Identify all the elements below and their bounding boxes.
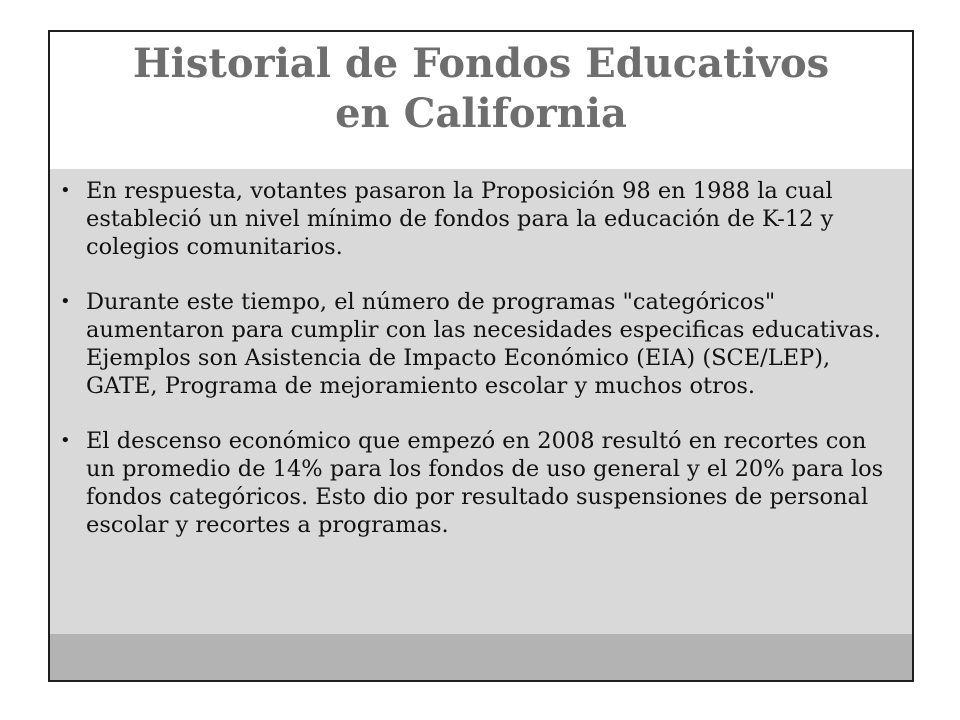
bullet-dot-icon: • (60, 430, 71, 451)
slide-title: Historial de Fondos Educativos en California (132, 40, 830, 137)
bullet-item (60, 288, 900, 400)
bullet-text: En respuesta, votantes pasaron la Proposición 98 en 1988 la cual estableció un nivel mínimo de fondos para la educación de K-12 y colegios comunitarios. (86, 178, 834, 260)
bullet-list (60, 177, 900, 566)
bullet-text: Durante este tiempo, el número de programas "categóricos" aumentaron para cumplir con las necesidades especificas educativas. Ejemplos son Asistencia de Impacto Económico (EIA) (SCE/LEP), GATE, Programa de mejoramiento escolar y muchos otros. (86, 289, 881, 399)
bullet-text: El descenso económico que empezó en 2008 resultó en recortes con un promedio de 14% para los fondos de uso general y el 20% para los fondos categóricos. Esto dio por resultado suspensiones de personal escolar y recortes a programas. (86, 428, 884, 538)
bullet-item (60, 177, 900, 261)
bullet-dot-icon: • (60, 291, 71, 312)
content-area (50, 169, 912, 634)
bullet-dot-icon: • (60, 180, 71, 201)
bullet-item (60, 427, 900, 539)
slide-frame (48, 30, 914, 682)
footer-band (50, 634, 912, 680)
title-band (50, 32, 912, 169)
